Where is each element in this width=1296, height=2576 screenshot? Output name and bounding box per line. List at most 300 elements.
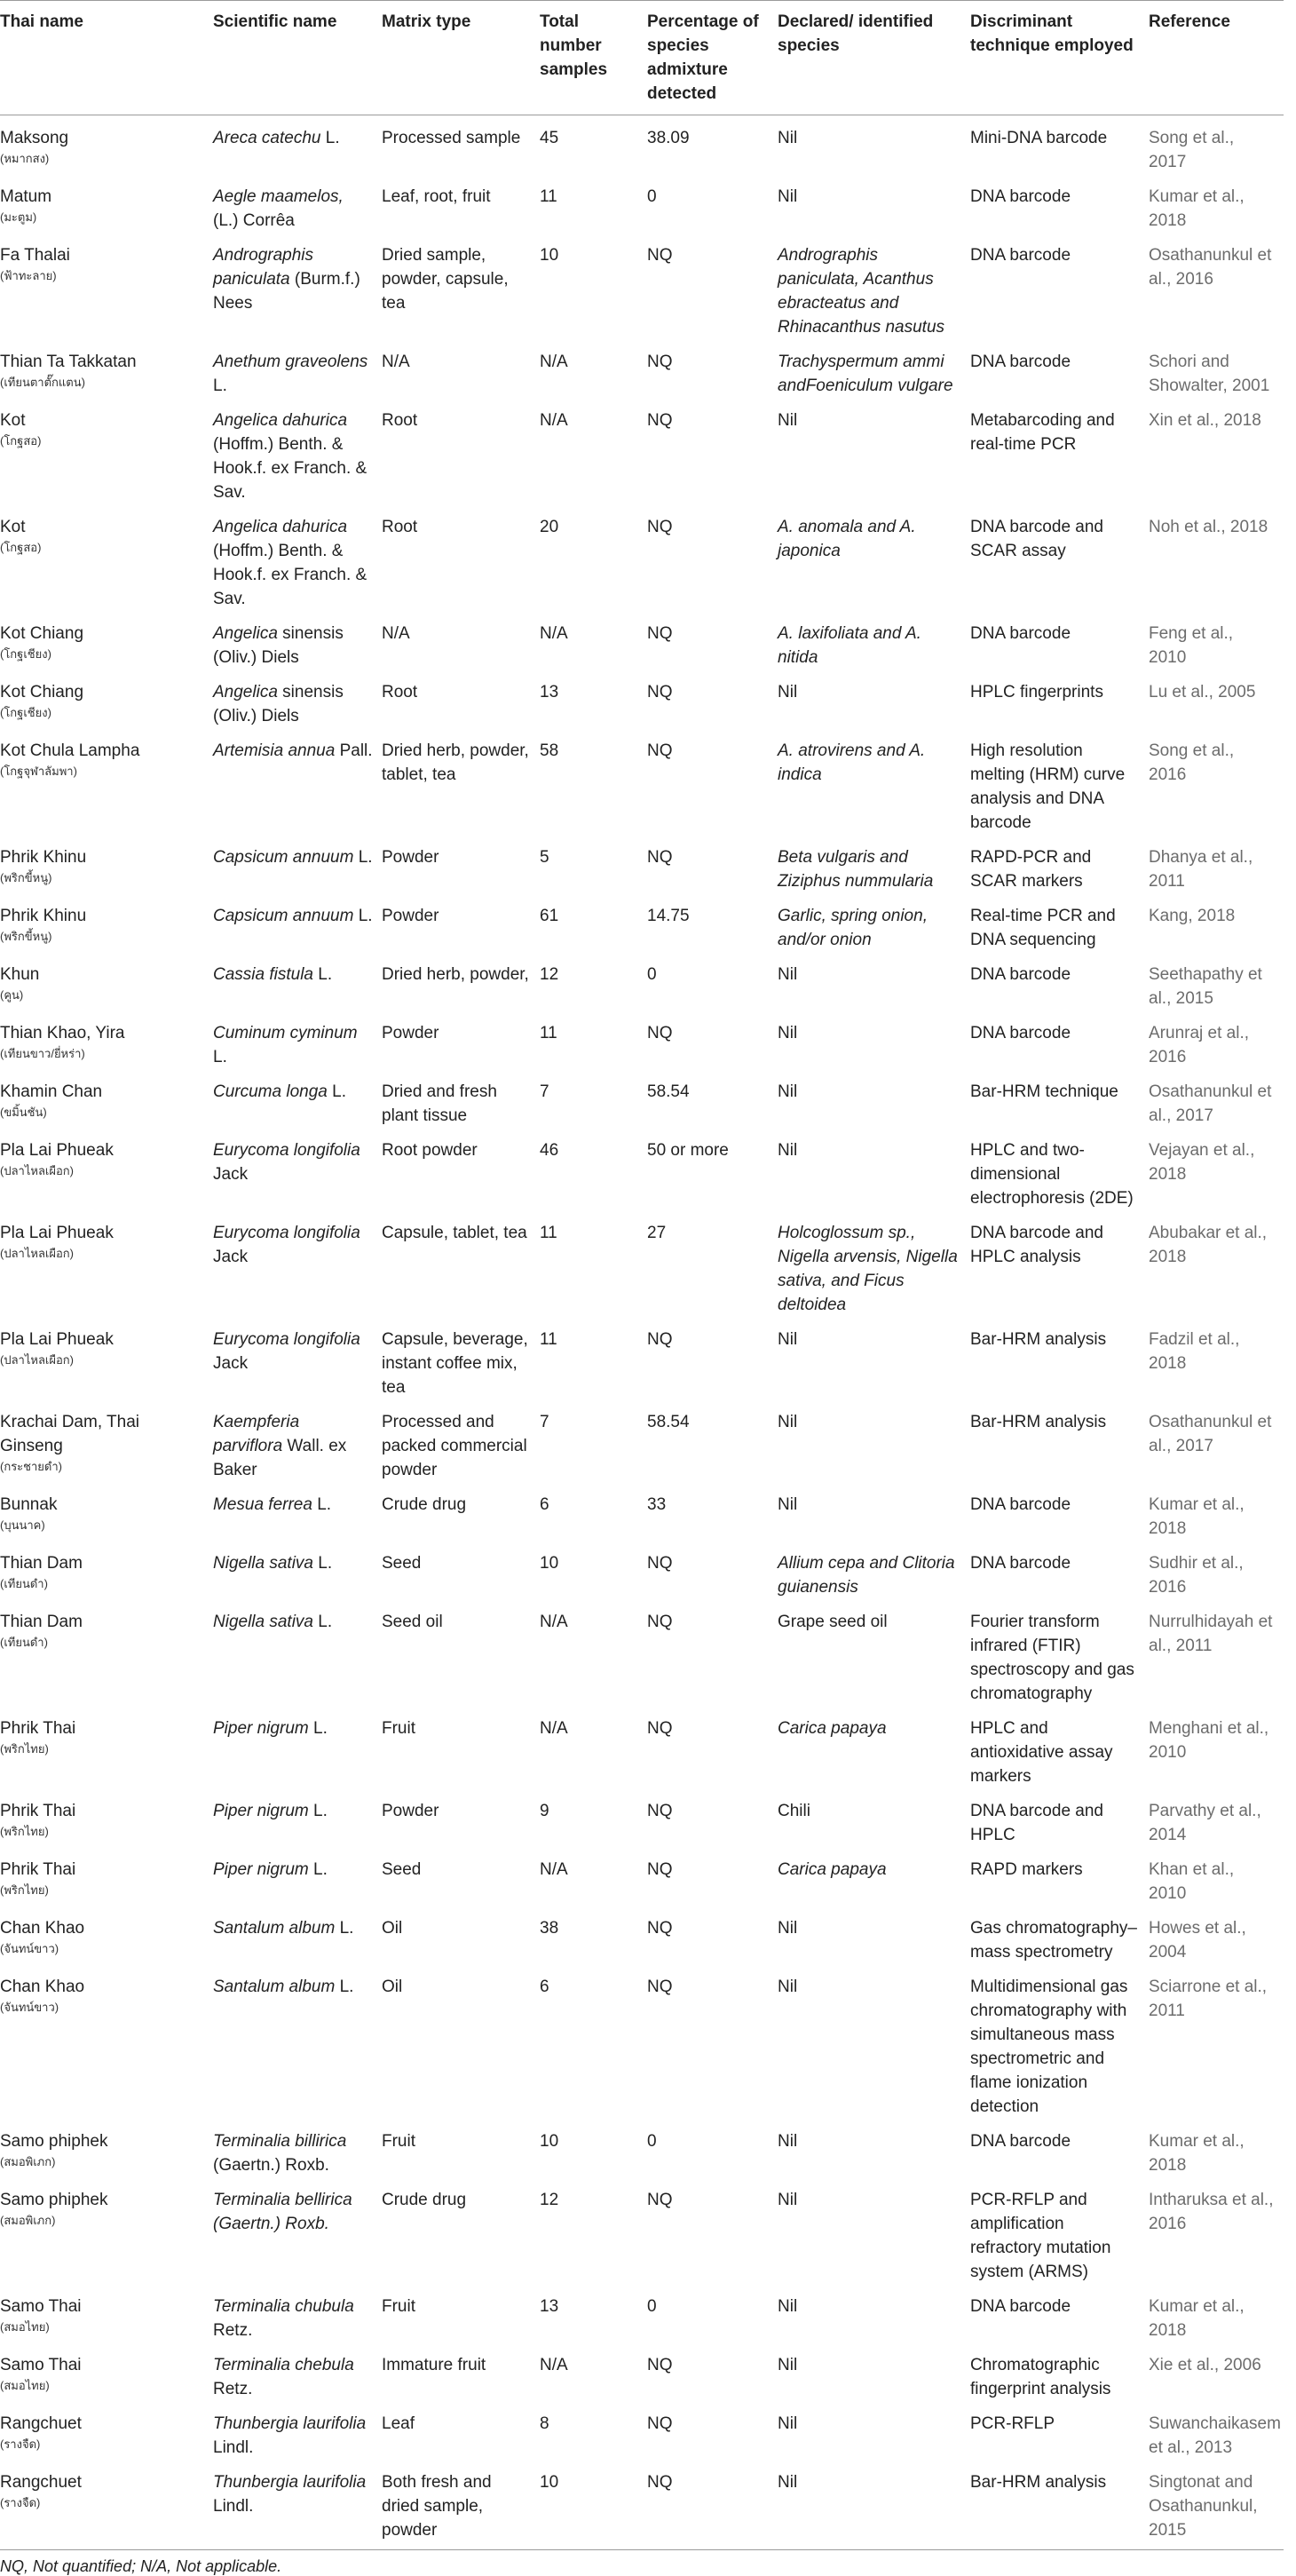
thai-name-latin: Kot	[0, 411, 26, 430]
thai-name-script: (เทียนดำ)	[0, 1636, 48, 1649]
cell-declared-species: Nil	[778, 1082, 798, 1101]
cell-total-samples: 10	[540, 246, 559, 265]
cell-reference: Feng et al., 2010	[1149, 624, 1234, 667]
cell-percentage: NQ	[647, 411, 673, 430]
scientific-name-genus-species: Angelica dahurica	[213, 411, 348, 430]
cell-reference: Menghani et al., 2010	[1149, 1719, 1269, 1762]
scientific-name-genus-species: Andrographis paniculata	[213, 246, 314, 289]
cell-percentage: NQ	[647, 1802, 673, 1820]
cell-percentage: 0	[647, 187, 657, 206]
cell-declared-species: Nil	[778, 1330, 798, 1349]
thai-name-latin: Chan Khao	[0, 1919, 85, 1938]
cell-scientific-name	[213, 2460, 382, 2550]
cell-reference: Singtonat and Osathanunkul, 2015	[1149, 2460, 1284, 2550]
cell-thai-name	[0, 174, 213, 233]
cell-total-samples: 13	[540, 683, 559, 701]
scientific-name-genus-species: Terminalia chebula	[213, 2356, 354, 2374]
scientific-name-genus-species: Nigella sativa	[213, 1554, 313, 1573]
thai-name-latin: Thian Dam	[0, 1613, 83, 1631]
cell-total-samples: 12	[540, 2191, 559, 2209]
table-row	[0, 2119, 1284, 2177]
table-row	[0, 1317, 1284, 1399]
scientific-name-authority: L.	[308, 1802, 328, 1820]
cell-declared-species: Carica papaya	[778, 1860, 887, 1879]
cell-scientific-name	[213, 952, 382, 1011]
scientific-name-genus-species: Angelica	[213, 624, 278, 643]
thai-name-script: (สมอพิเภก)	[0, 2214, 56, 2227]
cell-matrix-type: Seed oil	[382, 1613, 443, 1631]
cell-reference: Osathanunkul et al., 2017	[1149, 1082, 1272, 1125]
cell-percentage: NQ	[647, 1919, 673, 1938]
thai-name-script: (สมอพิเภก)	[0, 2155, 56, 2168]
cell-technique: Chromatographic fingerprint analysis	[970, 2356, 1111, 2398]
cell-reference: Sciarrone et al., 2011	[1149, 1978, 1268, 2020]
header-row	[0, 1, 1284, 115]
thai-name-latin: Thian Khao, Yira	[0, 1024, 125, 1042]
thai-name-latin: Samo Thai	[0, 2356, 82, 2374]
thai-name-script: (รางจืด)	[0, 2496, 41, 2509]
cell-technique: RAPD-PCR and SCAR markers	[970, 848, 1092, 891]
cell-matrix-type: N/A	[382, 624, 410, 643]
cell-scientific-name	[213, 339, 382, 398]
cell-percentage: 0	[647, 2132, 657, 2151]
scientific-name-authority: Jack	[213, 1165, 249, 1184]
cell-declared-species: Nil	[778, 2356, 798, 2374]
table-row	[0, 233, 1284, 339]
cell-matrix-type: Dried herb, powder, tablet, tea	[382, 741, 529, 784]
cell-technique: Fourier transform infrared (FTIR) spectroscopy and gas chromatography	[970, 1613, 1134, 1703]
cell-total-samples: 11	[540, 1224, 557, 1242]
cell-percentage: 0	[647, 965, 657, 984]
thai-name-latin: Samo phiphek	[0, 2132, 108, 2151]
cell-scientific-name	[213, 1482, 382, 1541]
cell-percentage: NQ	[647, 741, 673, 760]
header-thai-name: Thai name	[0, 1, 213, 115]
thai-name-script: (โกฐจุฬาลัมพา)	[0, 765, 77, 778]
cell-thai-name	[0, 1847, 213, 1906]
cell-reference: Xie et al., 2006	[1149, 2356, 1261, 2374]
table-row	[0, 1788, 1284, 1847]
table-row	[0, 504, 1284, 611]
thai-name-latin: Fa Thalai	[0, 246, 70, 265]
cell-scientific-name	[213, 2177, 382, 2284]
thai-name-latin: Chan Khao	[0, 1978, 85, 1996]
thai-name-latin: Kot Chula Lampha	[0, 741, 140, 760]
cell-technique: Bar-HRM analysis	[970, 1330, 1107, 1349]
cell-scientific-name	[213, 893, 382, 952]
cell-percentage: 50 or more	[647, 1141, 729, 1160]
cell-scientific-name	[213, 2284, 382, 2342]
cell-thai-name	[0, 2284, 213, 2342]
thai-name-latin: Khun	[0, 965, 40, 984]
cell-thai-name	[0, 952, 213, 1011]
table-row	[0, 2460, 1284, 2550]
cell-total-samples: 7	[540, 1413, 549, 1431]
cell-declared-species: A. laxifoliata and A. nitida	[778, 624, 921, 667]
table-row	[0, 1541, 1284, 1599]
cell-thai-name	[0, 611, 213, 670]
cell-percentage: NQ	[647, 2356, 673, 2374]
cell-percentage: 0	[647, 2297, 657, 2316]
cell-matrix-type: Crude drug	[382, 1495, 467, 1514]
scientific-name-authority: Jack	[213, 1354, 249, 1373]
cell-percentage: NQ	[647, 1613, 673, 1631]
table-row	[0, 2342, 1284, 2401]
cell-total-samples: N/A	[540, 1613, 568, 1631]
cell-scientific-name	[213, 1847, 382, 1906]
thai-name-script: (หมากสง)	[0, 152, 50, 165]
cell-matrix-type: Oil	[382, 1978, 403, 1996]
cell-total-samples: 10	[540, 2460, 647, 2550]
table-row	[0, 611, 1284, 670]
cell-reference: Suwanchaikasem et al., 2013	[1149, 2414, 1281, 2457]
cell-scientific-name	[213, 1599, 382, 1706]
cell-scientific-name	[213, 2119, 382, 2177]
scientific-name-genus-species: Mesua ferrea	[213, 1495, 312, 1514]
scientific-name-genus-species: Anethum graveolens	[213, 353, 368, 371]
cell-technique: Bar-HRM analysis	[970, 1413, 1107, 1431]
cell-total-samples: 10	[540, 2132, 559, 2151]
thai-name-script: (บุนนาค)	[0, 1518, 45, 1532]
cell-total-samples: N/A	[540, 2356, 568, 2374]
cell-matrix-type: Root	[382, 411, 418, 430]
header-matrix-type: Matrix type	[382, 1, 540, 115]
cell-reference: Schori and Showalter, 2001	[1149, 353, 1270, 395]
cell-technique: DNA barcode and HPLC	[970, 1802, 1103, 1844]
table-row	[0, 2177, 1284, 2284]
header-declared-species: Declared/ identified species	[778, 1, 970, 115]
cell-total-samples: 11	[540, 1330, 557, 1349]
scientific-name-genus-species: Cassia fistula	[213, 965, 313, 984]
cell-thai-name	[0, 893, 213, 952]
cell-technique: DNA barcode	[970, 624, 1071, 643]
cell-technique: HPLC and antioxidative assay markers	[970, 1719, 1113, 1786]
cell-reference: Howes et al., 2004	[1149, 1919, 1246, 1962]
cell-declared-species: Nil	[778, 2191, 798, 2209]
cell-total-samples: 12	[540, 965, 559, 984]
cell-declared-species: Carica papaya	[778, 1719, 887, 1738]
cell-reference: Fadzil et al., 2018	[1149, 1330, 1240, 1373]
cell-scientific-name	[213, 504, 382, 611]
table-row	[0, 1399, 1284, 1482]
cell-technique: RAPD markers	[970, 1860, 1083, 1879]
scientific-name-authority: L.	[320, 129, 340, 147]
cell-percentage: NQ	[647, 2191, 673, 2209]
cell-percentage: 38.09	[647, 129, 690, 147]
thai-name-script: (พริกไทย)	[0, 1825, 49, 1838]
cell-percentage: NQ	[647, 246, 673, 265]
table-row	[0, 1128, 1284, 1210]
cell-declared-species: Chili	[778, 1802, 810, 1820]
cell-percentage: 33	[647, 1495, 667, 1514]
cell-reference: Sudhir et al., 2016	[1149, 1554, 1244, 1597]
cell-percentage: NQ	[647, 2414, 673, 2433]
thai-name-script: (ฟ้าทะลาย)	[0, 269, 57, 282]
cell-percentage: NQ	[647, 624, 673, 643]
scientific-name-authority: L.	[335, 1978, 354, 1996]
thai-name-latin: Samo phiphek	[0, 2191, 108, 2209]
cell-thai-name	[0, 1788, 213, 1847]
thai-name-latin: Maksong	[0, 129, 69, 147]
thai-name-script: (ปลาไหลเผือก)	[0, 1247, 74, 1260]
cell-total-samples: 20	[540, 518, 559, 536]
cell-thai-name	[0, 339, 213, 398]
table-header	[0, 1, 1284, 115]
cell-declared-species: Nil	[778, 2460, 970, 2550]
scientific-name-genus-species: Kaempferia parviflora	[213, 1413, 300, 1455]
scientific-name-genus-species: Areca catechu	[213, 129, 321, 147]
table-row	[0, 835, 1284, 893]
cell-scientific-name	[213, 611, 382, 670]
cell-reference: Vejayan et al., 2018	[1149, 1141, 1255, 1184]
cell-matrix-type: Fruit	[382, 2297, 415, 2316]
scientific-name-authority: L.	[335, 1919, 354, 1938]
cell-matrix-type: Processed sample	[382, 129, 521, 147]
cell-percentage: NQ	[647, 1860, 673, 1879]
cell-percentage: NQ	[647, 1024, 673, 1042]
cell-declared-species: Nil	[778, 965, 798, 984]
cell-technique: DNA barcode	[970, 187, 1071, 206]
cell-declared-species: Nil	[778, 1024, 798, 1042]
cell-thai-name	[0, 835, 213, 893]
thai-name-latin: Kot	[0, 518, 26, 536]
cell-declared-species: Beta vulgaris and Ziziphus nummularia	[778, 848, 934, 891]
cell-scientific-name	[213, 1906, 382, 1964]
table-row	[0, 115, 1284, 175]
scientific-name-authority: L.	[353, 848, 373, 867]
cell-matrix-type: Oil	[382, 1919, 403, 1938]
scientific-name-authority: sinensis (Oliv.) Diels	[213, 624, 344, 667]
table-row	[0, 1906, 1284, 1964]
thai-name-latin: Khamin Chan	[0, 1082, 103, 1101]
scientific-name-authority: Jack	[213, 1248, 249, 1266]
cell-percentage: NQ	[647, 683, 673, 701]
scientific-name-genus-species: Eurycoma longifolia	[213, 1141, 360, 1160]
cell-thai-name	[0, 1906, 213, 1964]
thai-name-script: (มะตูม)	[0, 210, 37, 224]
thai-name-script: (เทียนตาตั๊กแตน)	[0, 376, 85, 389]
cell-total-samples: 8	[540, 2414, 549, 2433]
cell-declared-species: Nil	[778, 1141, 798, 1160]
cell-scientific-name	[213, 398, 382, 504]
cell-scientific-name	[213, 1788, 382, 1847]
cell-total-samples: 11	[540, 187, 557, 206]
cell-percentage: 58.54	[647, 1413, 690, 1431]
scientific-name-authority: L.	[213, 376, 227, 395]
cell-matrix-type: Dried and fresh plant tissue	[382, 1082, 497, 1125]
cell-matrix-type: Root	[382, 518, 418, 536]
scientific-name-genus-species: Thunbergia laurifolia	[213, 2473, 367, 2492]
cell-reference: Nurrulhidayah et al., 2011	[1149, 1613, 1273, 1655]
thai-name-script: (กระชายดำ)	[0, 1460, 62, 1473]
cell-total-samples: 10	[540, 1554, 559, 1573]
thai-name-script: (พริกไทย)	[0, 1742, 49, 1756]
cell-total-samples: 46	[540, 1141, 559, 1160]
cell-matrix-type: Capsule, beverage, instant coffee mix, tea	[382, 1330, 528, 1397]
scientific-name-authority: L.	[353, 907, 373, 925]
table-row	[0, 728, 1284, 835]
cell-thai-name	[0, 2401, 213, 2460]
scientific-name-authority: Retz.	[213, 2380, 253, 2398]
scientific-name-genus-species: Eurycoma longifolia	[213, 1330, 360, 1349]
cell-thai-name	[0, 2342, 213, 2401]
cell-thai-name	[0, 2119, 213, 2177]
cell-reference: Intharuksa et al., 2016	[1149, 2191, 1274, 2233]
scientific-name-genus-species: Angelica	[213, 683, 278, 701]
cell-declared-species: Nil	[778, 411, 798, 430]
scientific-name-genus-species: Piper nigrum	[213, 1860, 309, 1879]
header-scientific-name: Scientific name	[213, 1, 382, 115]
thai-name-latin: Kot Chiang	[0, 624, 84, 643]
table-row	[0, 339, 1284, 398]
cell-thai-name	[0, 115, 213, 175]
cell-technique: DNA barcode and HPLC analysis	[970, 1224, 1103, 1266]
cell-percentage: 14.75	[647, 907, 690, 925]
scientific-name-genus-species: Cuminum cyminum	[213, 1024, 358, 1042]
scientific-name-authority: L.	[312, 1495, 332, 1514]
cell-declared-species: Nil	[778, 683, 798, 701]
scientific-name-authority: (Hoffm.) Benth. & Hook.f. ex Franch. & Sav.	[213, 542, 367, 608]
cell-thai-name	[0, 2460, 213, 2550]
thai-name-script: (พริกขี้หนู)	[0, 930, 52, 943]
cell-total-samples: N/A	[540, 411, 568, 430]
cell-declared-species: Nil	[778, 187, 798, 206]
scientific-name-genus-species: Terminalia bellirica (Gaertn.) Roxb.	[213, 2191, 352, 2233]
scientific-name-authority: (Burm.f.) Nees	[213, 270, 360, 313]
cell-technique: Multidimensional gas chromatography with simultaneous mass spectrometric and flame ionization detection	[970, 1978, 1128, 2116]
thai-name-latin: Thian Ta Takkatan	[0, 353, 137, 371]
cell-total-samples: N/A	[540, 1860, 568, 1879]
cell-technique: DNA barcode	[970, 2132, 1071, 2151]
cell-percentage: NQ	[647, 2460, 778, 2550]
cell-total-samples: 11	[540, 1024, 557, 1042]
cell-matrix-type: Root	[382, 683, 418, 701]
table-row	[0, 1069, 1284, 1128]
cell-matrix-type: Powder	[382, 848, 439, 867]
cell-reference: Kumar et al., 2018	[1149, 1495, 1245, 1538]
cell-scientific-name	[213, 1317, 382, 1399]
cell-thai-name	[0, 504, 213, 611]
cell-matrix-type: Leaf	[382, 2414, 415, 2433]
cell-declared-species: Nil	[778, 2297, 798, 2316]
cell-scientific-name	[213, 835, 382, 893]
scientific-name-authority: L.	[213, 1048, 227, 1066]
scientific-name-authority: (Gaertn.) Roxb.	[213, 2156, 329, 2175]
cell-matrix-type: Leaf, root, fruit	[382, 187, 491, 206]
cell-reference: Kang, 2018	[1149, 907, 1236, 925]
cell-matrix-type: Seed	[382, 1860, 422, 1879]
cell-thai-name	[0, 1482, 213, 1541]
cell-matrix-type: Powder	[382, 907, 439, 925]
cell-technique: HPLC and two-dimensional electrophoresis (2DE)	[970, 1141, 1134, 1208]
thai-name-latin: Phrik Thai	[0, 1860, 76, 1879]
cell-technique: Bar-HRM analysis	[970, 2460, 1149, 2550]
cell-scientific-name	[213, 174, 382, 233]
cell-thai-name	[0, 1399, 213, 1482]
cell-technique: PCR-RFLP	[970, 2414, 1055, 2433]
scientific-name-genus-species: Terminalia chubula	[213, 2297, 354, 2316]
header-technique: Discriminant technique employed	[970, 1, 1149, 115]
scientific-name-genus-species: Capsicum annuum	[213, 907, 354, 925]
scientific-name-genus-species: Santalum album	[213, 1919, 336, 1938]
cell-technique: DNA barcode	[970, 2297, 1071, 2316]
cell-declared-species: A. anomala and A. japonica	[778, 518, 916, 560]
cell-technique: Bar-HRM technique	[970, 1082, 1118, 1101]
scientific-name-genus-species: Eurycoma longifolia	[213, 1224, 360, 1242]
cell-technique: High resolution melting (HRM) curve analysis and DNA barcode	[970, 741, 1126, 832]
thai-name-latin: Thian Dam	[0, 1554, 83, 1573]
thai-name-latin: Phrik Thai	[0, 1802, 76, 1820]
thai-name-script: (จันทน์ขาว)	[0, 2001, 59, 2014]
cell-scientific-name	[213, 728, 382, 835]
cell-total-samples: 7	[540, 1082, 549, 1101]
cell-total-samples: N/A	[540, 624, 568, 643]
cell-technique: Gas chromatography–mass spectrometry	[970, 1919, 1137, 1962]
cell-declared-species: Nil	[778, 2414, 798, 2433]
cell-reference: Noh et al., 2018	[1149, 518, 1268, 536]
thai-name-latin: Rangchuet	[0, 2473, 82, 2492]
cell-thai-name	[0, 1706, 213, 1788]
scientific-name-genus-species: Artemisia annua	[213, 741, 336, 760]
thai-name-latin: Rangchuet	[0, 2414, 82, 2433]
thai-name-script: (โกฐเชียง)	[0, 706, 51, 719]
table-row	[0, 2401, 1284, 2460]
cell-matrix-type: Dried sample, powder, capsule, tea	[382, 246, 509, 313]
thai-name-latin: Pla Lai Phueak	[0, 1224, 114, 1242]
cell-reference: Song et al., 2016	[1149, 741, 1235, 784]
cell-scientific-name	[213, 1399, 382, 1482]
cell-total-samples: 13	[540, 2297, 559, 2316]
cell-thai-name	[0, 728, 213, 835]
cell-total-samples: 6	[540, 1495, 549, 1514]
scientific-name-authority: Lindl.	[213, 2497, 254, 2516]
cell-matrix-type: Crude drug	[382, 2191, 467, 2209]
cell-declared-species: Holcoglossum sp., Nigella arvensis, Nigella sativa, and Ficus deltoidea	[778, 1224, 958, 1314]
scientific-name-genus-species: Nigella sativa	[213, 1613, 313, 1631]
thai-name-latin: Pla Lai Phueak	[0, 1330, 114, 1349]
thai-name-script: (โกฐเชียง)	[0, 647, 51, 661]
cell-declared-species: Garlic, spring onion, and/or onion	[778, 907, 928, 949]
cell-reference: Lu et al., 2005	[1149, 683, 1256, 701]
cell-reference: Xin et al., 2018	[1149, 411, 1261, 430]
cell-reference: Seethapathy et al., 2015	[1149, 965, 1262, 1008]
cell-matrix-type: N/A	[382, 353, 410, 371]
scientific-name-authority: L.	[313, 1554, 333, 1573]
cell-matrix-type: Root powder	[382, 1141, 478, 1160]
scientific-name-authority: Pall.	[335, 741, 373, 760]
thai-name-script: (ขมิ้นชัน)	[0, 1106, 47, 1119]
cell-reference: Kumar et al., 2018	[1149, 2132, 1245, 2175]
cell-technique: DNA barcode	[970, 246, 1071, 265]
scientific-name-authority: Lindl.	[213, 2438, 254, 2457]
thai-name-script: (โกฐสอ)	[0, 541, 42, 554]
cell-technique: DNA barcode	[970, 353, 1071, 371]
cell-reference: Dhanya et al., 2011	[1149, 848, 1253, 891]
cell-scientific-name	[213, 1210, 382, 1317]
cell-declared-species: Trachyspermum ammi andFoeniculum vulgare	[778, 353, 953, 395]
cell-total-samples: N/A	[540, 353, 568, 371]
cell-matrix-type: Processed and packed commercial powder	[382, 1413, 527, 1479]
cell-technique: DNA barcode	[970, 1495, 1071, 1514]
table-row	[0, 1847, 1284, 1906]
cell-declared-species: Grape seed oil	[778, 1613, 888, 1631]
cell-percentage: NQ	[647, 1330, 673, 1349]
thai-name-latin: Krachai Dam, Thai Ginseng	[0, 1413, 139, 1455]
cell-reference: Abubakar et al., 2018	[1149, 1224, 1268, 1266]
cell-percentage: NQ	[647, 1719, 673, 1738]
thai-name-script: (ปลาไหลเผือก)	[0, 1164, 74, 1177]
scientific-name-genus-species: Curcuma longa	[213, 1082, 328, 1101]
